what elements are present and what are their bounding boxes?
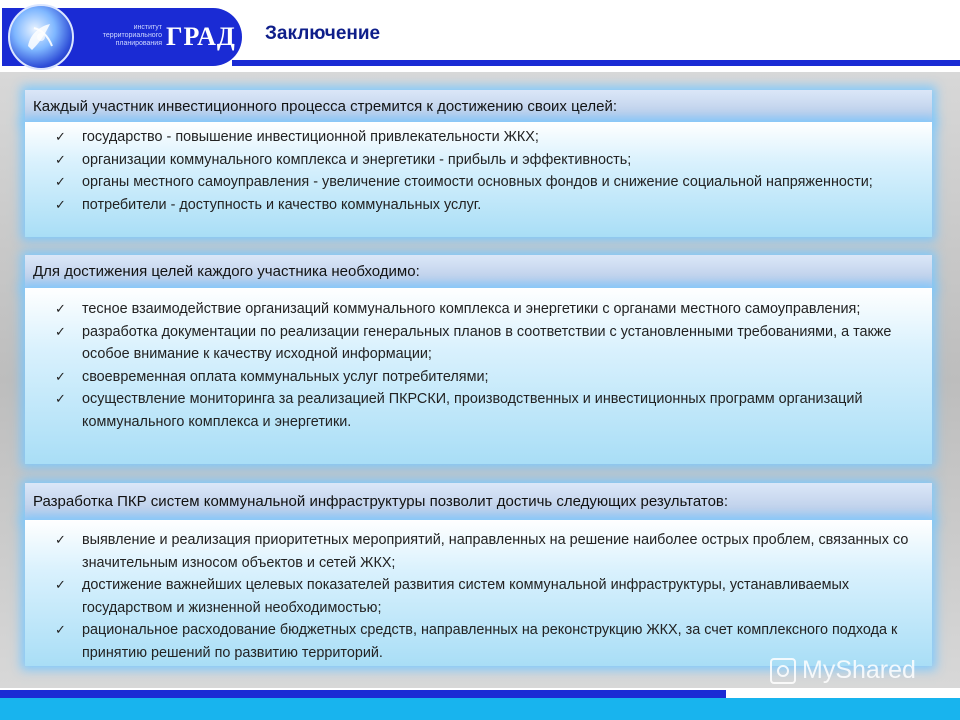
section-1-list-box: [25, 122, 932, 237]
logo-name: ГРАД: [166, 22, 236, 51]
section-3-heading-text: Разработка ПКР систем коммунальной инфраструктуры позволит достичь следующих результатов:: [33, 493, 729, 510]
list-item: [55, 574, 924, 619]
list-item: [55, 194, 924, 217]
section-3-heading: [25, 483, 932, 520]
checkmark-icon: ✓: [55, 368, 66, 384]
footer-bar-dark: [0, 690, 726, 698]
header-divider: [232, 60, 960, 66]
checkmark-icon: ✓: [55, 301, 66, 316]
list-item-text: достижение важнейших целевых показателей развития систем коммунальной инфраструктуры, устанавливаемых государством и жизненной необходимостью;: [82, 577, 850, 616]
list-item: [55, 321, 924, 366]
section-1-heading-text: Каждый участник инвестиционного процесса стремится к достижению своих целей:: [33, 97, 617, 115]
section-2-list: [55, 298, 924, 433]
list-item-text: своевременная оплата коммунальных услуг потребителями;: [82, 368, 489, 385]
section-1-list: [55, 126, 924, 216]
section-3-list-box: [25, 520, 932, 666]
list-item: [55, 149, 924, 172]
list-item-text: органы местного самоуправления - увеличение стоимости основных фондов и снижение социальной напряженности;: [82, 174, 873, 190]
list-item-text: рациональное расходование бюджетных средств, направленных на реконструкцию ЖКХ, за счет комплексного подхода к принятию решений по развитию территорий.: [82, 622, 898, 661]
list-item-text: осуществление мониторинга за реализацией ПКРСКИ, производственных и инвестиционных программ организаций коммунального комплекса и энергетики.: [82, 391, 863, 430]
section-2-list-box: [25, 288, 932, 464]
list-item-text: государство - повышение инвестиционной привлекательности ЖКХ;: [82, 129, 539, 145]
myshared-logo-icon: [770, 658, 796, 684]
checkmark-icon: ✓: [55, 174, 66, 189]
checkmark-icon: ✓: [55, 532, 66, 547]
checkmark-icon: ✓: [55, 577, 66, 592]
checkmark-icon: ✓: [55, 323, 66, 339]
footer-bar-light: [0, 698, 960, 720]
list-item: [55, 388, 924, 433]
list-item-text: потребители - доступность и качество коммунальных услуг.: [82, 196, 482, 213]
checkmark-icon: ✓: [55, 622, 66, 637]
checkmark-icon: ✓: [55, 196, 66, 212]
list-item-text: разработка документации по реализации генеральных планов в соответствии с установленными требованиями, а также особое внимание к качеству исходной информации;: [82, 323, 892, 362]
watermark-text: MyShared: [802, 656, 916, 684]
section-2-heading: [25, 255, 932, 288]
logo-emblem-icon: [8, 4, 74, 70]
watermark: [770, 656, 916, 685]
list-item: [55, 171, 924, 194]
list-item: [55, 366, 924, 389]
section-1-heading: [25, 90, 932, 122]
section-3-list: [55, 529, 924, 664]
list-item-text: выявление и реализация приоритетных мероприятий, направленных на решение наиболее острых проблем, связанных со значительным износом объектов и сетей ЖКХ;: [82, 532, 909, 571]
section-2-heading-text: Для достижения целей каждого участника необходимо:: [33, 263, 420, 280]
list-item: [55, 529, 924, 574]
logo-subtitle: институт территориального планирования: [102, 24, 162, 47]
checkmark-icon: ✓: [55, 129, 66, 144]
list-item-text: тесное взаимодействие организаций коммунального комплекса и энергетики с органами местного самоуправления;: [82, 301, 861, 317]
list-item: [55, 126, 924, 149]
list-item-text: организации коммунального комплекса и энергетики - прибыль и эффективность;: [82, 151, 632, 168]
page-title: Заключение: [265, 23, 381, 44]
list-item: [55, 298, 924, 321]
checkmark-icon: ✓: [55, 151, 66, 167]
checkmark-icon: ✓: [55, 391, 66, 406]
